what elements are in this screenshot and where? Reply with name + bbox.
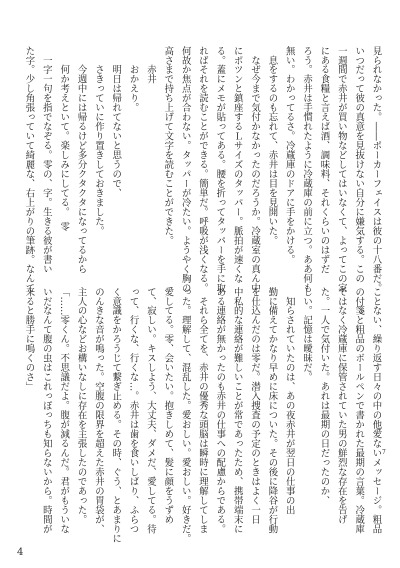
- text-column: 勤に備えてかなり早めに床についた。その後に降谷が行動: [266, 287, 278, 534]
- text-column: 一週間で赤井が買い物などしてはいなくて、よってこの家: [335, 46, 347, 293]
- text-column: のんきな音が鳴った。空腹の限界を超えた赤井の胃袋が、: [92, 287, 104, 534]
- text-column: 愛してる。零、会いたい。抱きしめて、髪に顔をうずめ: [162, 287, 174, 525]
- text-column: 知らされていたのは、あの夜赤井が翌日の仕事の出: [283, 287, 295, 515]
- text-column: 中私的な連絡が難しいことが常であったため、携帯端末に: [231, 287, 243, 534]
- text-column: ろう。赤井は手慣れたように冷蔵庫の前に立つ。ああ何も: [301, 46, 313, 293]
- text-column: く意識をかろうじて繋ぎ止める。その時、ぐう、とあまりに: [110, 287, 122, 544]
- text-column: 息をするのも忘れて、赤井は目を見開いた。: [266, 46, 278, 246]
- text-column: って、行くな、行くな…。赤井は歯を食いしばり、ふらつ: [127, 287, 139, 534]
- text-column: ではなく冷蔵庫に保管されていた男の鮮烈な存在を告げ: [335, 287, 347, 525]
- text-column: しい。記憶は曖昧だ。: [301, 287, 313, 382]
- text-column: 主人の心などお構いなしに存在を主張したのであった。: [75, 287, 87, 525]
- text-column: 赤井: [144, 46, 156, 84]
- text-column: た字。少し角張っていて綺麗な、右上がりの筆跡。なんて: [23, 46, 35, 293]
- text-column: て、寂しい。キスしよう、大丈夫、ダメだ、愛してる。待: [144, 287, 156, 534]
- text-column: いだなんて腹の虫はこれっぽっちも知らないから。時間が: [40, 287, 52, 534]
- text-column: ある連絡が無かったのも赤井の仕事への配慮からである。: [214, 287, 226, 534]
- page-number-right: 7: [382, 449, 386, 456]
- text-column: 高さまで持ち上げて文字を読むことができた。: [162, 46, 174, 246]
- text-column: 無い。わかってるさ。冷蔵庫のドアに手をかける。: [283, 46, 295, 265]
- text-column: 見られなかった。――ポーカーフェイスは彼の十八番だ。: [370, 46, 382, 293]
- text-column: る。蓋にメモが貼ってある。腰を折ってタッパーを手に取: [214, 46, 226, 293]
- text-column: いつだって彼の真意を見抜けない自分に嫌気する。この: [353, 46, 365, 284]
- page-number-left: 4: [17, 547, 24, 558]
- text-column: なぜ今まで気付かなかったのだろうか。冷蔵室の真ん中: [249, 46, 261, 293]
- text-column: ことない、繰り返す日々の中の他愛ないメッセージ。粗品: [370, 287, 382, 534]
- text-column: それら全てを、赤井の優秀な頭脳は瞬時に理解してしま: [197, 287, 208, 534]
- text-column: の付箋と粗品のボールペンで書かれた最期の言葉。冷蔵庫: [353, 287, 365, 534]
- text-column: 何故か焦点が合わない。タッパーが冷たい。ようやく胸の: [179, 46, 191, 293]
- text-column: にポツンと鎮座するＬサイズのタッパー。脈拍が速くな: [231, 46, 243, 284]
- text-column: 一字一句を指でなぞる。零の、字。生きる彼が書い: [40, 46, 52, 274]
- text-column: た。一人で気付いた。あれは最期の日だったのか、: [318, 287, 330, 506]
- text-column: 「……零くん。不思議だよ。腹が減るんだ。君がもういな: [58, 287, 70, 534]
- text-column: おかえり。: [127, 46, 139, 113]
- text-column: を仕込んだのは零だ。潜入捜査の予定のときはよく一日: [249, 287, 261, 525]
- text-column: さきっていに作り置きしておきました。: [92, 46, 104, 236]
- text-column: 今週中には帰るけど多分クタクタになってるから: [75, 46, 87, 274]
- text-column: 来ると勝手に鳴くのさ」: [23, 287, 35, 392]
- text-column: ればそれを読むことができる。簡単だ。呼吸が浅くなる。: [197, 46, 208, 293]
- text-column: った。理解して、混乱した。愛おしい。愛おしい。好きだ。: [179, 287, 191, 544]
- text-column: にある食糧と言えば酒、調味料、それくらいのはずだ: [318, 46, 330, 274]
- text-column: 明日は帰れてないと思うので、: [110, 46, 122, 198]
- text-column: 何か考えといて。楽しみにしてる。 零: [58, 46, 70, 232]
